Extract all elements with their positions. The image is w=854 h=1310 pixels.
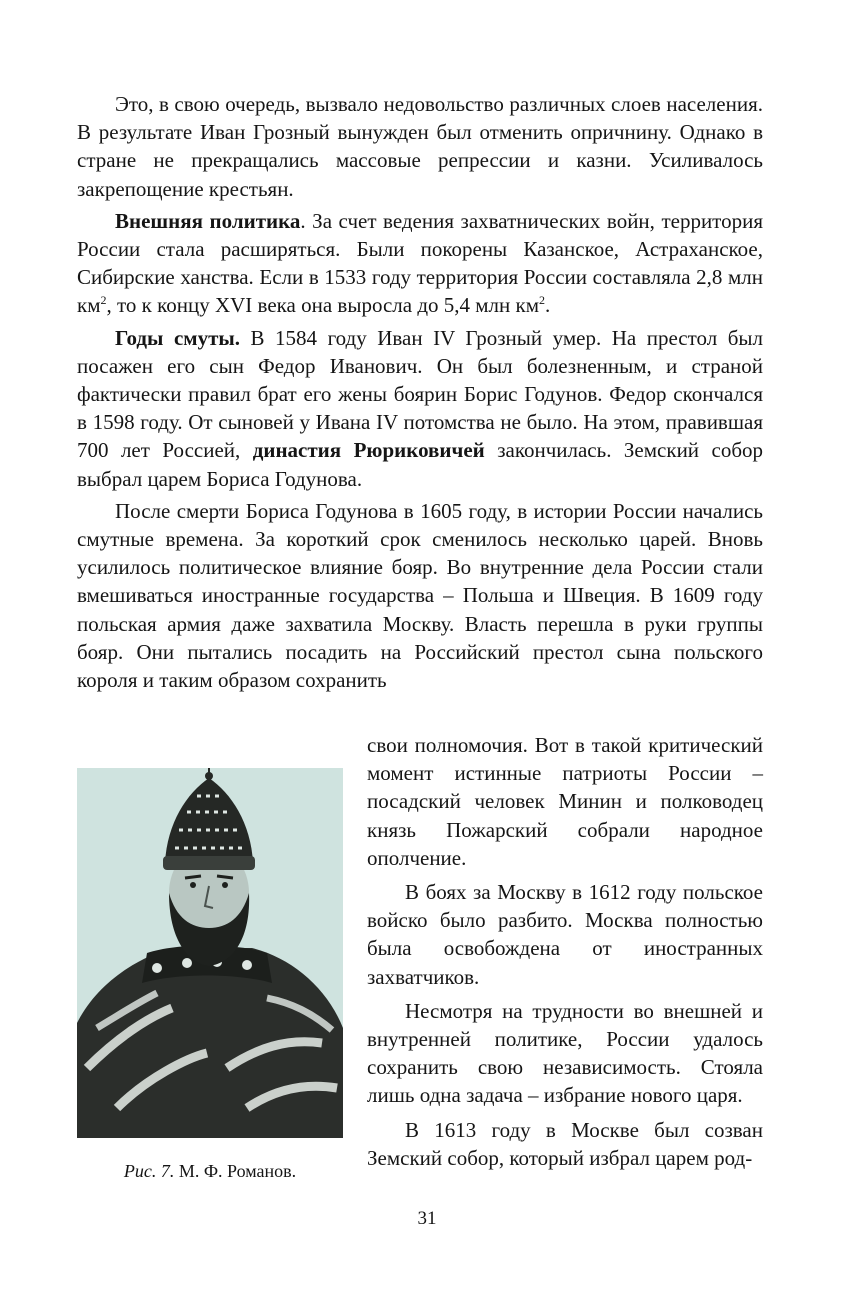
rurik-dynasty-term: династия Рюриковичей: [252, 438, 485, 463]
figure-number: Рис. 7.: [123, 1161, 175, 1181]
paragraph-troubles: [77, 324, 763, 493]
portrait-image: [77, 768, 343, 1138]
text-column-full: [77, 90, 763, 694]
heading-troubles: Годы смуты.: [115, 325, 241, 350]
paragraph-foreign-policy: [77, 207, 763, 320]
paragraph-zemsky-sobor: В 1613 году в Москве был созван Земский собор, который избрал царем род-: [367, 1117, 763, 1170]
troubles-text-b: закончилась. Земский собор выбрал царем Бориса Годунова.: [77, 438, 764, 491]
figure-name: М. Ф. Романов.: [174, 1161, 297, 1181]
troubles-text-a: В 1584 году Иван IV Грозный умер. На престол был посажен его сын Федор Иванович. Он был болезненным, и страной фактически правил брат его жены боярин Борис Годунов. Федор скончался в 1598 году. От сыновей у Ивана IV потомства не было. На этом, правившая 700 лет Россией,: [77, 325, 763, 463]
page-number: 31: [417, 1208, 437, 1229]
paragraph-after-godunov-continued: свои полномочия. Вот в такой критический момент истинные патриоты России – посадский человек Минин и полководец князь Пожарский собрали народное ополчение.: [367, 733, 763, 870]
foreign-policy-text-c: .: [545, 293, 551, 318]
heading-foreign-policy: Внешняя политика: [115, 208, 301, 233]
paragraph-after-godunov: После смерти Бориса Годунова в 1605 году, в истории России начались смутные времена. За короткий срок сменилось несколько царей. Вновь усилилось политическое влияние бояр. Во внутренние дела России стали вмешиваться иностранные государства – Польша и Швеция. В 1609 году польская армия даже захватила Москву. Власть перешла в руки группы бояр. Они пытались посадить на Российский престол сына польского короля и таким образом сохранить: [77, 498, 763, 693]
superscript-2: 2: [539, 293, 546, 308]
text-column-right: [367, 731, 763, 1172]
figure-caption: [77, 1157, 343, 1185]
foreign-policy-text-a: . За счет ведения захватнических войн, территория России стала расширяться. Были покорены Казанское, Астраханское, Сибирские ханства. Если в 1533 году территория России составляла 2,8 млн км: [77, 208, 763, 318]
foreign-policy-text-b: , то к концу XVI века она выросла до 5,4 млн км: [106, 293, 540, 318]
tsar-portrait-illustration: [77, 768, 343, 1138]
paragraph-moscow-battles: В боях за Москву в 1612 году польское войско было разбито. Москва полностью была освобождена от иностранных захватчиков.: [367, 880, 763, 989]
paragraph-1: Это, в свою очередь, вызвало недовольство различных слоев населения. В результате Иван Грозный вынужден был отменить опричнину. Однако в стране не прекращались массовые репрессии и казни. Усиливалось закрепощение крестьян.: [77, 92, 763, 201]
superscript-1: 2: [100, 293, 107, 308]
paragraph-independence: Несмотря на трудности во внешней и внутренней политике, России удалось сохранить свою независимость. Стояла лишь одна задача – избрание нового царя.: [367, 998, 763, 1108]
